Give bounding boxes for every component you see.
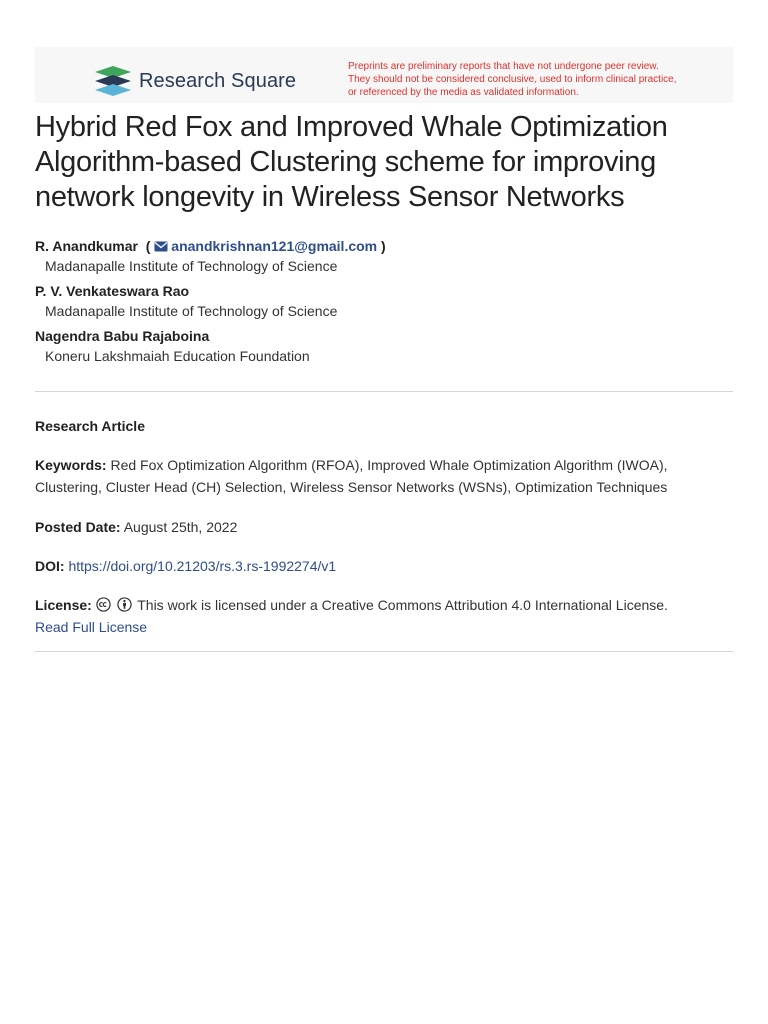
posted-date-row (35, 516, 735, 538)
author-affiliation: Koneru Lakshmaiah Education Foundation (45, 348, 310, 364)
posted-date-value: August 25th, 2022 (123, 519, 238, 535)
section-divider (35, 391, 733, 392)
author-list (35, 236, 735, 371)
author-entry (35, 326, 735, 366)
doi-label: DOI: (35, 558, 65, 574)
license-label: License: (35, 597, 92, 613)
email-paren-open: ( (145, 238, 151, 254)
email-paren-close: ) (381, 238, 386, 254)
paper-title (35, 110, 735, 215)
section-divider (35, 651, 733, 652)
author-name: R. Anandkumar (35, 238, 138, 254)
author-name: P. V. Venkateswara Rao (35, 283, 190, 299)
creative-commons-icon (96, 597, 111, 612)
article-type-label: Research Article (35, 418, 145, 434)
author-entry (35, 281, 735, 321)
author-email: anandkrishnan121@gmail.com (171, 238, 378, 254)
research-square-logo-icon (95, 66, 131, 96)
keywords-text-continued: Clustering, Cluster Head (CH) Selection, Wireless Sensor Networks (WSNs), Optimization Techniques (35, 479, 668, 495)
read-full-license-link[interactable]: Read Full License (35, 619, 148, 635)
attribution-icon (117, 597, 132, 612)
article-type (35, 415, 735, 437)
envelope-icon (154, 241, 168, 252)
author-entry (35, 236, 735, 276)
doi-link[interactable]: https://doi.org/10.21203/rs.3.rs-1992274/v1 (68, 558, 337, 574)
doi-row (35, 555, 735, 577)
author-affiliation: Madanapalle Institute of Technology of Science (45, 258, 338, 274)
title-line: Hybrid Red Fox and Improved Whale Optimization (35, 111, 668, 143)
license-text: This work is licensed under a Creative Commons Attribution 4.0 International License. (137, 597, 668, 613)
keywords-block (35, 454, 735, 498)
notice-line: Preprints are preliminary reports that have not undergone peer review. (348, 61, 659, 72)
author-email-link[interactable] (150, 238, 377, 254)
keywords-text: Red Fox Optimization Algorithm (RFOA), Improved Whale Optimization Algorithm (IWOA), (110, 457, 668, 473)
license-block (35, 594, 735, 638)
research-square-logo[interactable] (95, 66, 296, 96)
author-name: Nagendra Babu Rajaboina (35, 328, 210, 344)
keywords-label: Keywords: (35, 457, 107, 473)
title-line: Algorithm-based Clustering scheme for improving (35, 146, 656, 178)
notice-line: They should not be considered conclusive, used to inform clinical practice, (348, 74, 677, 85)
logo-text: Research Square (139, 69, 297, 92)
author-affiliation: Madanapalle Institute of Technology of Science (45, 303, 338, 319)
notice-line: or referenced by the media as validated information. (348, 87, 579, 98)
title-line: network longevity in Wireless Sensor Networks (35, 181, 625, 213)
posted-date-label: Posted Date: (35, 519, 121, 535)
preprint-notice (348, 60, 728, 99)
